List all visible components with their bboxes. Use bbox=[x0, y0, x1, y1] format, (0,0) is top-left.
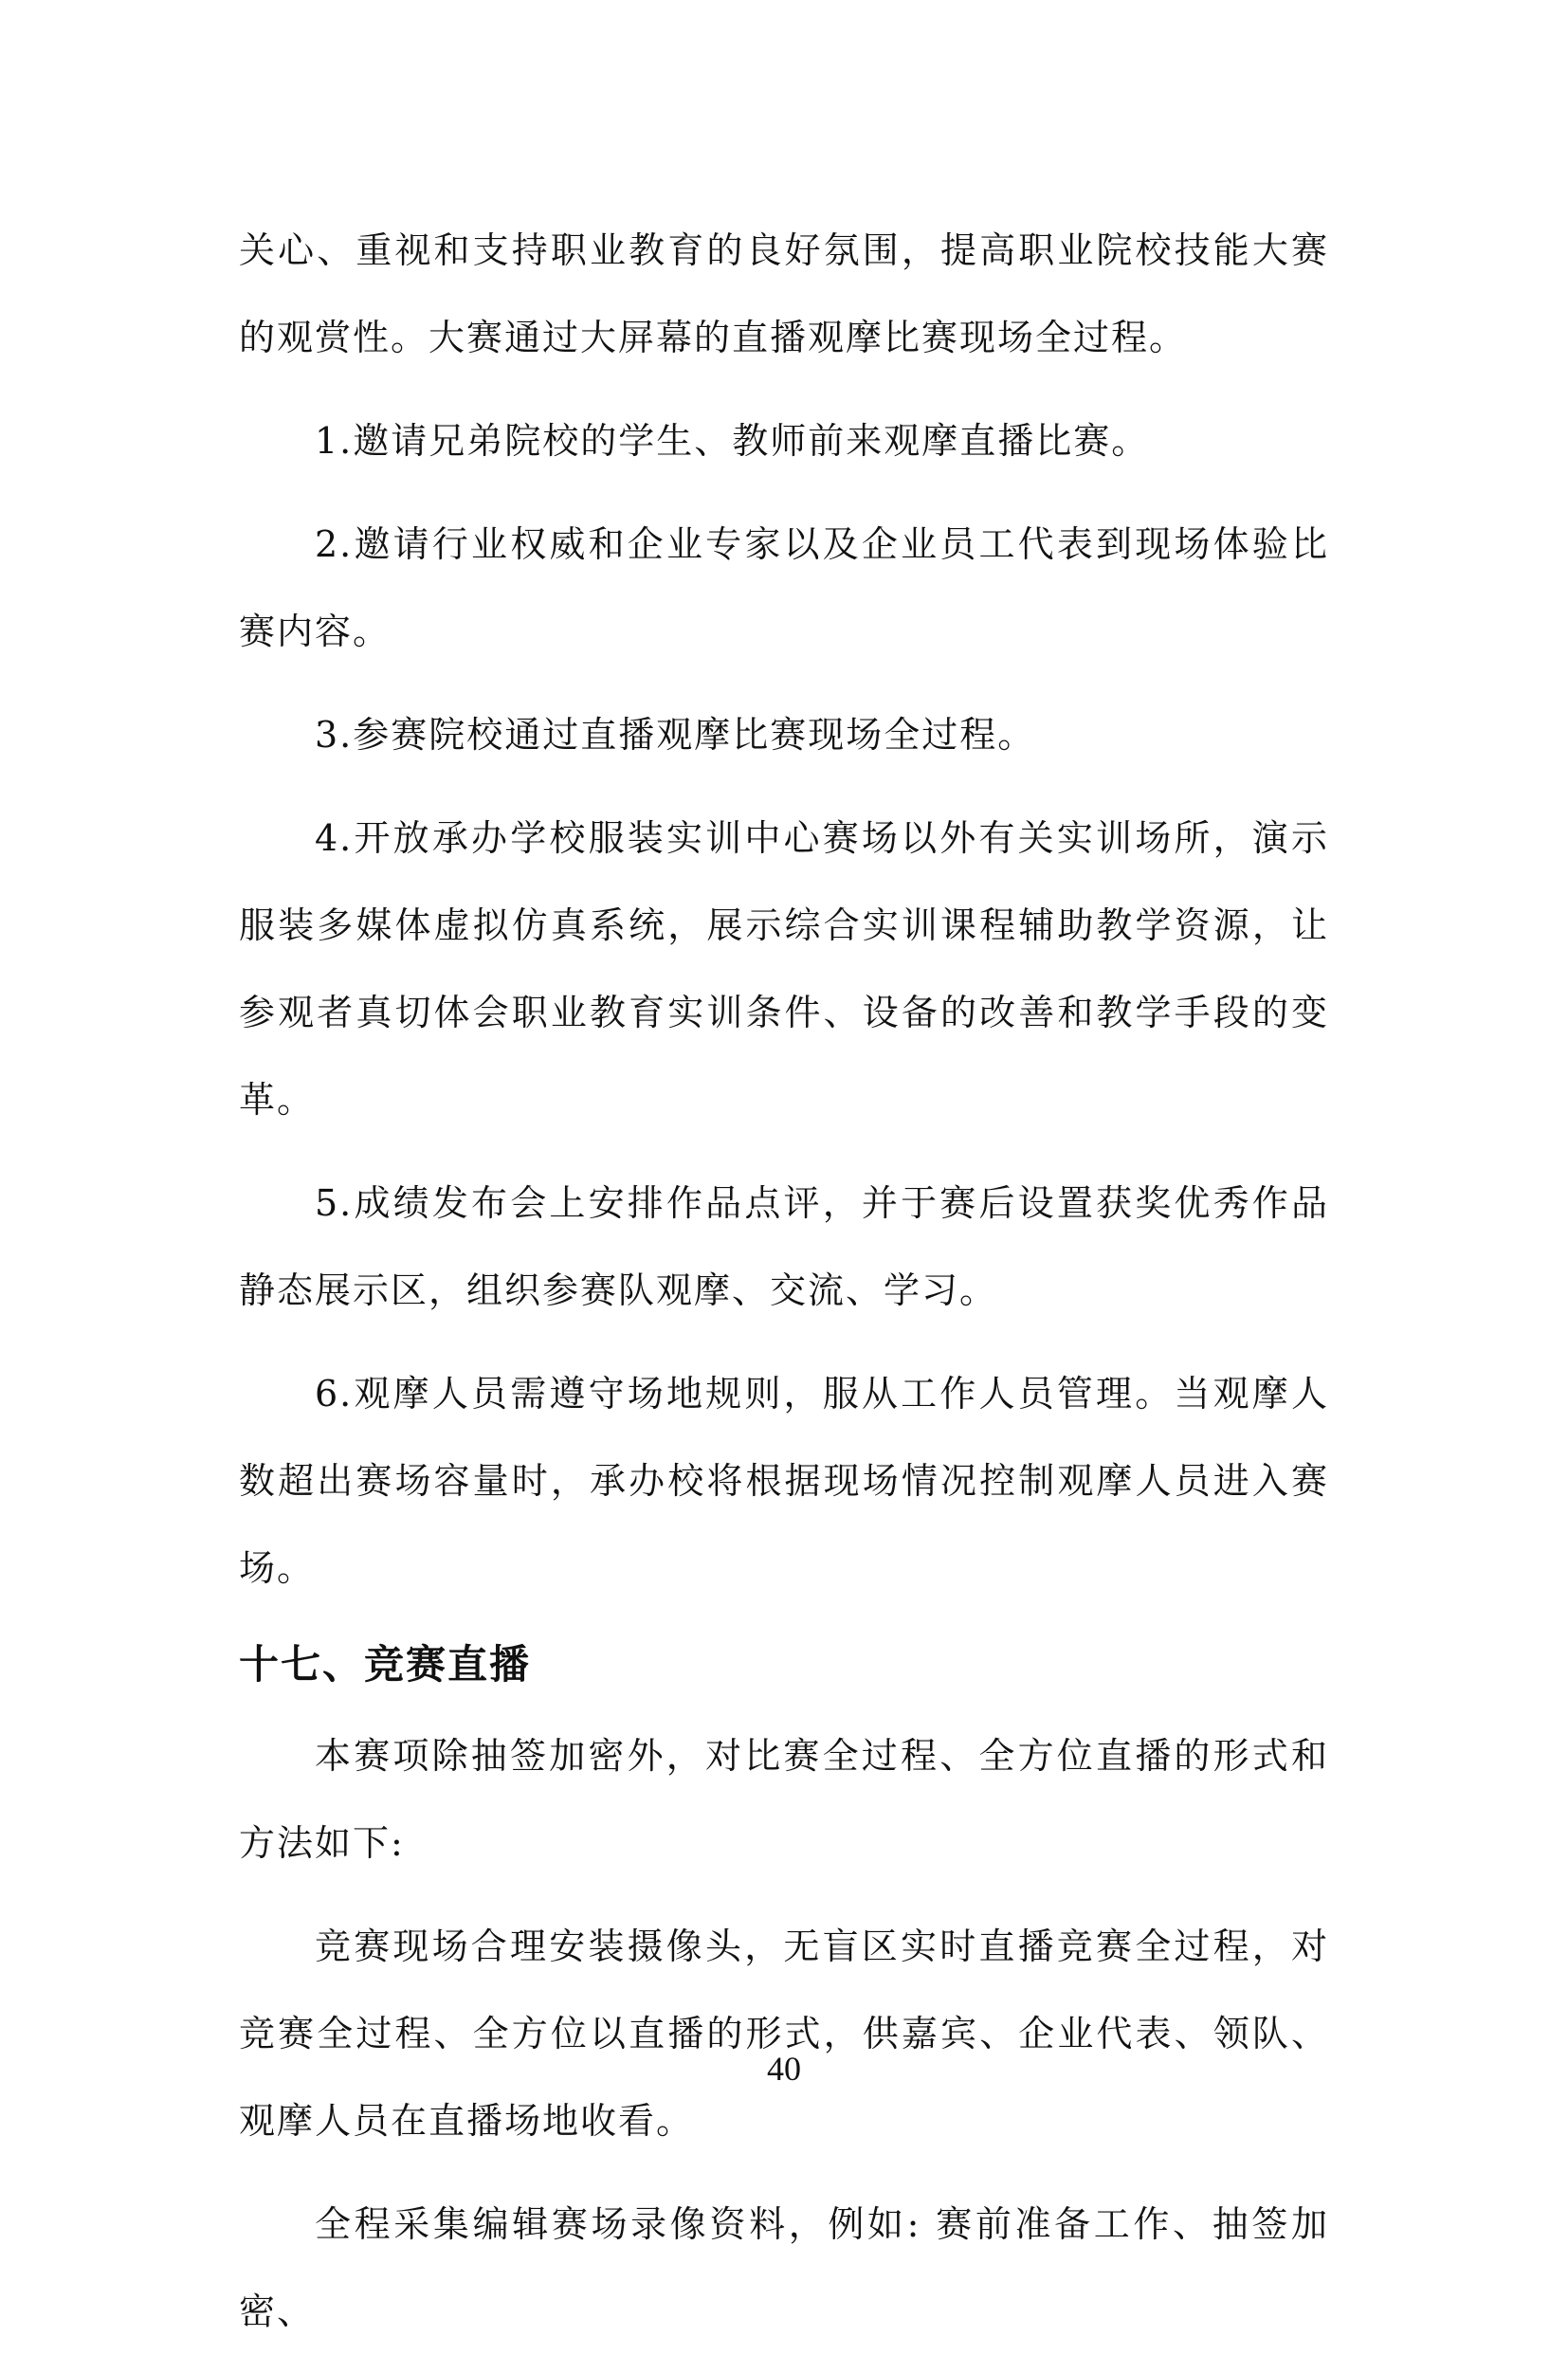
list-item-1: 1.邀请兄弟院校的学生、教师前来观摩直播比赛。 bbox=[315, 420, 1150, 462]
list-item-2: 2.邀请行业权威和企业专家以及企业员工代表到现场体验比赛内容。 bbox=[239, 523, 1329, 652]
page-number: 40 bbox=[767, 2050, 801, 2088]
list-item-3: 3.参赛院校通过直播观摩比赛现场全过程。 bbox=[315, 714, 1036, 756]
paragraph-intro: 本赛项除抽签加密外，对比赛全过程、全方位直播的形式和方法如下: bbox=[239, 1735, 1329, 1864]
paragraph-camera: 竞赛现场合理安装摄像头，无盲区实时直播竞赛全过程，对竞赛全过程、全方位以直播的形式，供嘉宾、企业代表、领队、观摩人员在直播场地收看。 bbox=[239, 1926, 1329, 2142]
list-item-6: 6.观摩人员需遵守场地规则，服从工作人员管理。当观摩人数超出赛场容量时，承办校将根据现场情况控制观摩人员进入赛场。 bbox=[239, 1373, 1329, 1589]
section-heading: 十七、竞赛直播 bbox=[239, 1641, 532, 1688]
list-item-5: 5.成绩发布会上安排作品点评，并于赛后设置获奖优秀作品静态展示区，组织参赛队观摩、交流、学习。 bbox=[239, 1182, 1329, 1311]
paragraph-continuation: 关心、重视和支持职业教育的良好氛围，提高职业院校技能大赛的观赏性。大赛通过大屏幕的直播观摩比赛现场全过程。 bbox=[239, 229, 1329, 358]
list-item-4: 4.开放承办学校服装实训中心赛场以外有关实训场所，演示服装多媒体虚拟仿真系统，展示综合实训课程辅助教学资源，让参观者真切体会职业教育实训条件、设备的改善和教学手段的变革。 bbox=[239, 817, 1329, 1121]
paragraph-recording: 全程采集编辑赛场录像资料，例如: 赛前准备工作、抽签加密、 bbox=[239, 2203, 1329, 2332]
page-body bbox=[239, 207, 1329, 2355]
